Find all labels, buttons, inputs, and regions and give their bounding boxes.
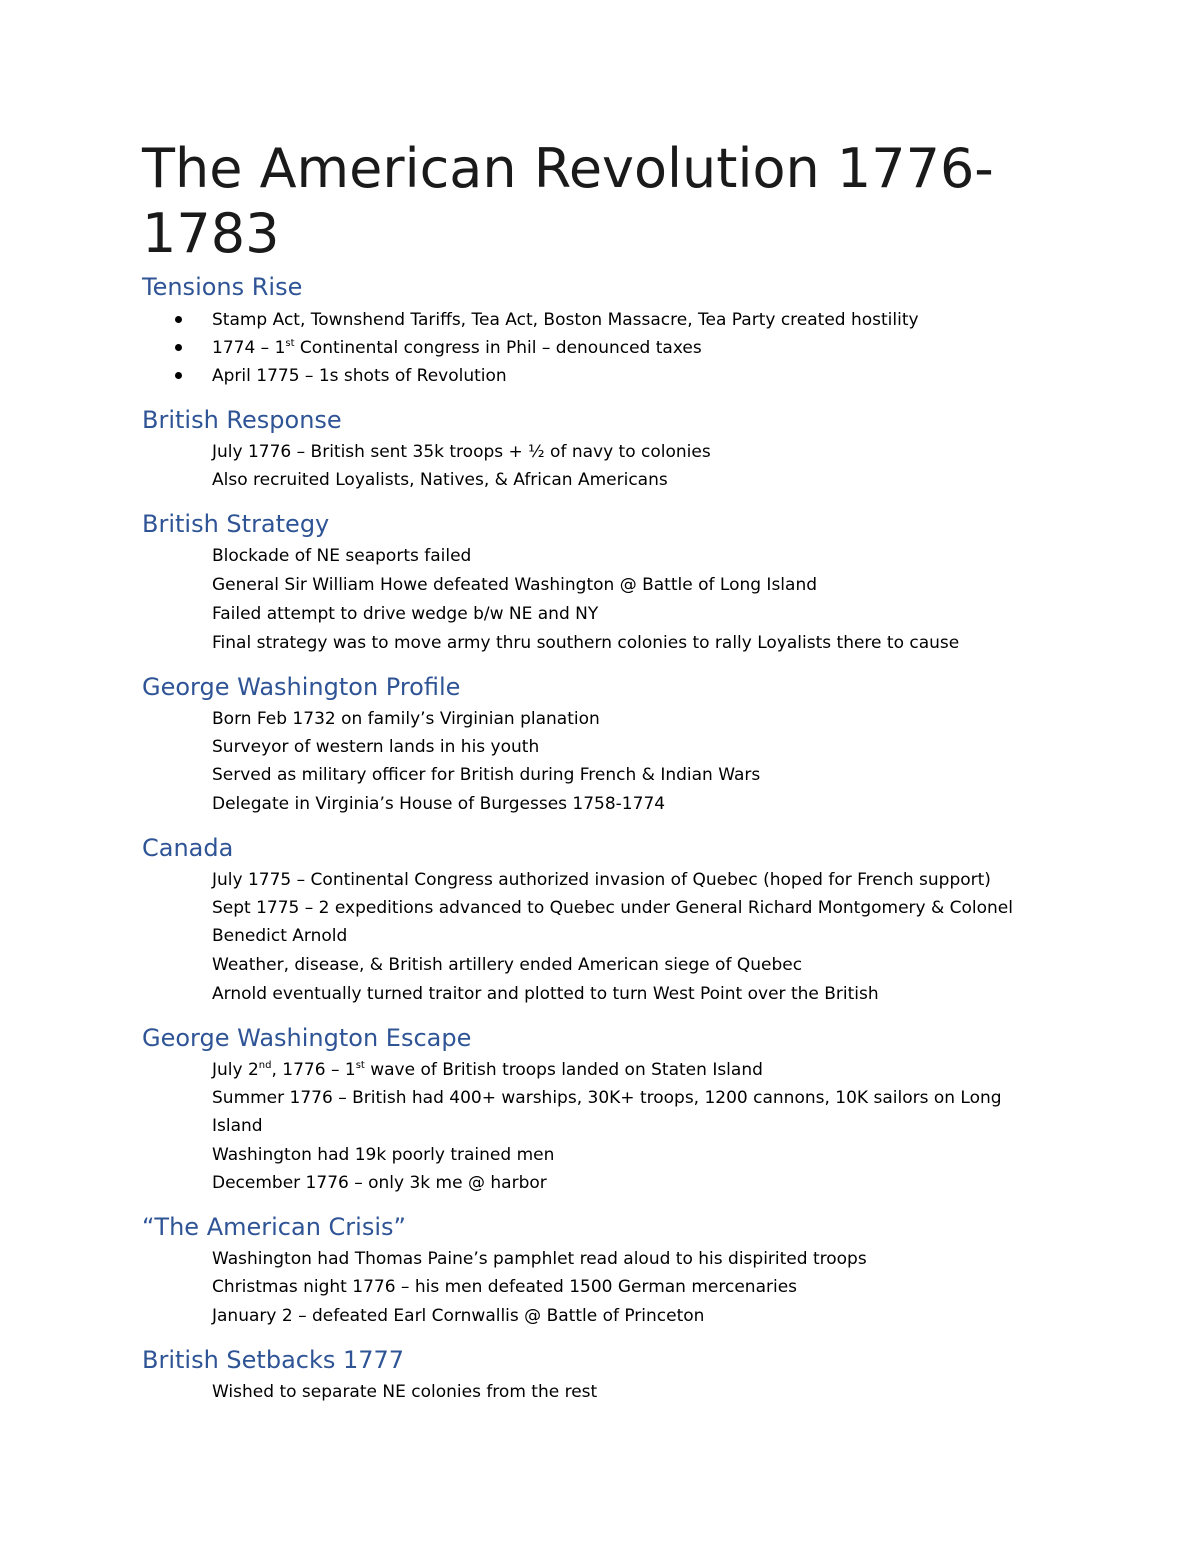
text-line: January 2 – defeated Earl Cornwallis @ Battle of Princeton <box>212 1306 705 1326</box>
document-title: The American Revolution 1776-1783 <box>142 137 994 265</box>
section-heading: Canada <box>142 834 234 862</box>
text-line: Blockade of NE seaports failed <box>212 546 472 566</box>
section-heading: British Strategy <box>142 510 330 538</box>
text-line: Washington had 19k poorly trained men <box>212 1145 555 1165</box>
text-line: Final strategy was to move army thru southern colonies to rally Loyalists there to cause <box>212 633 960 653</box>
text-line: Summer 1776 – British had 400+ warships, 30K+ troops, 1200 cannons, 10K sailors on Long <box>212 1088 1002 1108</box>
text-line: Also recruited Loyalists, Natives, & African Americans <box>212 470 668 490</box>
bullet-icon <box>175 372 182 379</box>
bullet-item: 1774 – 1st Continental congress in Phil – denounced taxes <box>212 338 702 358</box>
bullet-icon <box>175 344 182 351</box>
text-line: July 1775 – Continental Congress authorized invasion of Quebec (hoped for French support) <box>212 870 991 890</box>
section-heading: British Response <box>142 406 342 434</box>
text-line: Christmas night 1776 – his men defeated 1500 German mercenaries <box>212 1277 798 1297</box>
section-heading: Tensions Rise <box>142 273 303 301</box>
text-line: Failed attempt to drive wedge b/w NE and NY <box>212 604 599 624</box>
text-line: Weather, disease, & British artillery ended American siege of Quebec <box>212 955 803 975</box>
text-line: General Sir William Howe defeated Washington @ Battle of Long Island <box>212 575 818 595</box>
text-line: Wished to separate NE colonies from the rest <box>212 1382 598 1402</box>
text-line: July 2nd, 1776 – 1st wave of British troops landed on Staten Island <box>212 1060 763 1080</box>
bullet-item: Stamp Act, Townshend Tariffs, Tea Act, Boston Massacre, Tea Party created hostility <box>212 310 919 330</box>
section-heading: George Washington Profile <box>142 673 461 701</box>
text-line: Washington had Thomas Paine’s pamphlet read aloud to his dispirited troops <box>212 1249 867 1269</box>
text-line: Born Feb 1732 on family’s Virginian planation <box>212 709 600 729</box>
text-line: Delegate in Virginia’s House of Burgesses 1758-1774 <box>212 794 666 814</box>
bullet-item: April 1775 – 1s shots of Revolution <box>212 366 507 386</box>
text-line: Island <box>212 1116 263 1136</box>
section-heading: British Setbacks 1777 <box>142 1346 405 1374</box>
text-line: Arnold eventually turned traitor and plotted to turn West Point over the British <box>212 984 879 1004</box>
section-heading: “The American Crisis” <box>142 1213 406 1241</box>
text-line: July 1776 – British sent 35k troops + ½ of navy to colonies <box>212 442 711 462</box>
text-line: Surveyor of western lands in his youth <box>212 737 540 757</box>
text-line: Sept 1775 – 2 expeditions advanced to Quebec under General Richard Montgomery & Colonel <box>212 898 1013 918</box>
text-line: Benedict Arnold <box>212 926 348 946</box>
text-line: December 1776 – only 3k me @ harbor <box>212 1173 547 1193</box>
bullet-icon <box>175 316 182 323</box>
text-line: Served as military officer for British during French & Indian Wars <box>212 765 761 785</box>
section-heading: George Washington Escape <box>142 1024 472 1052</box>
